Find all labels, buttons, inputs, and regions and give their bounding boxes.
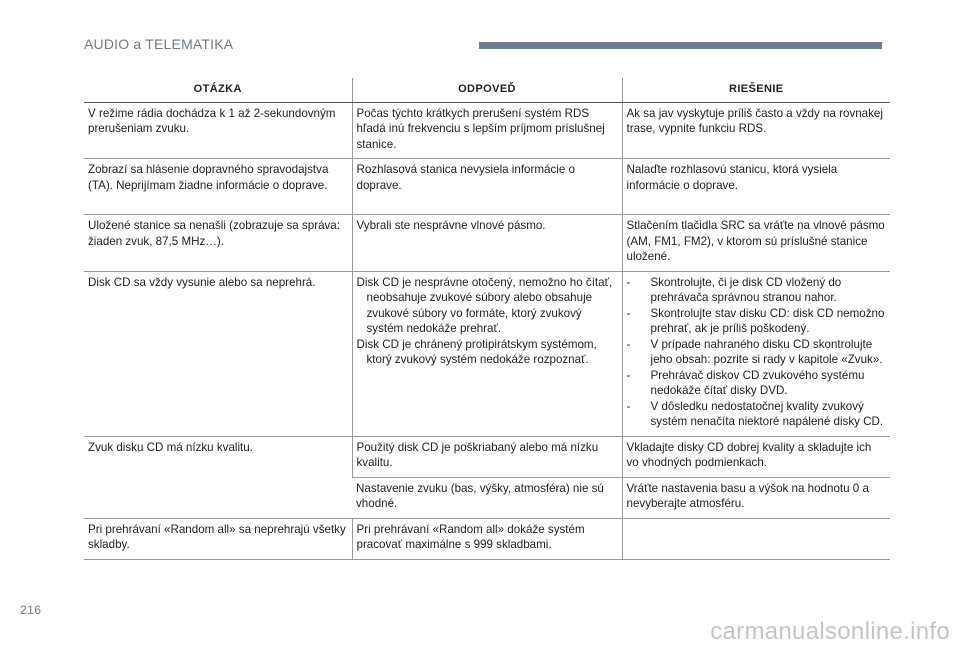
table-row — [84, 159, 890, 215]
column-header-solution: RIEŠENIE — [622, 78, 890, 102]
table-row — [84, 271, 890, 436]
question-cell: Disk CD sa vždy vysunie alebo sa neprehrá. — [84, 271, 352, 436]
solution-cell: Ak sa jav vyskytuje príliš často a vždy na rovnakej trase, vypnite funkciu RDS. — [622, 102, 890, 159]
solution-item: - V prípade nahraného disku CD skontrolujte jeho obsah: pozrite si rady v kapitole «Zvuk». — [627, 337, 886, 368]
answer-paragraph: Disk CD je chránený protipirátskym systémom, ktorý zvukový systém nedokáže rozpoznať. — [356, 337, 597, 366]
answer-cell: Použitý disk CD je poškriabaný alebo má nízku kvalitu. — [352, 436, 622, 477]
question-cell: Zobrazí sa hlásenie dopravného spravodajstva (TA). Neprijímam žiadne informácie o doprave. — [84, 159, 352, 215]
section-title: AUDIO a TELEMATIKA — [84, 36, 234, 52]
table-header-row — [84, 78, 890, 102]
question-cell: Zvuk disku CD má nízku kvalitu. — [84, 436, 352, 518]
answer-cell: Vybrali ste nesprávne vlnové pásmo. — [352, 215, 622, 272]
column-header-question: OTÁZKA — [84, 78, 352, 102]
answer-paragraph: Disk CD je nesprávne otočený, nemožno ho čítať, neobsahuje zvukové súbory alebo obsahuje zvukové súbory vo formáte, ktorý zvukový systém nedokáže prehrať. — [356, 275, 613, 335]
question-cell: V režime rádia dochádza k 1 až 2-sekundovným prerušeniam zvuku. — [84, 102, 352, 159]
answer-cell: Nastavenie zvuku (bas, výšky, atmosféra) nie sú vhodné. — [352, 477, 622, 518]
troubleshooting-table — [84, 78, 890, 560]
answer-cell: Počas týchto krátkych prerušení systém RDS hľadá inú frekvenciu s lepším príjmom príslušnej stanice. — [352, 102, 622, 159]
solution-item: - Prehrávač diskov CD zvukového systému nedokáže čítať disky DVD. — [627, 368, 886, 399]
answer-cell: Rozhlasová stanica nevysiela informácie o doprave. — [352, 159, 622, 215]
solution-cell: Vkladajte disky CD dobrej kvality a skladujte ich vo vhodných podmienkach. — [622, 436, 890, 477]
answer-cell: Pri prehrávaní «Random all» dokáže systém pracovať maximálne s 999 skladbami. — [352, 518, 622, 559]
solution-cell: Vráťte nastavenia basu a výšok na hodnotu 0 a nevyberajte atmosféru. — [622, 477, 890, 518]
solution-cell: Stlačením tlačidla SRC sa vráťte na vlnové pásmo (AM, FM1, FM2), v ktorom sú príslušné stanice uložené. — [622, 215, 890, 272]
column-header-answer: ODPOVEĎ — [352, 78, 622, 102]
page-number: 216 — [20, 603, 42, 617]
header-bar — [479, 42, 882, 49]
table-row — [84, 518, 890, 559]
solution-item: - V dôsledku nedostatočnej kvality zvukový systém nenačíta niektoré napálené disky CD. — [627, 399, 886, 430]
solution-cell — [622, 518, 890, 559]
solution-cell — [622, 271, 890, 436]
solution-item: - Skontrolujte, či je disk CD vložený do prehrávača správnou stranou nahor. — [627, 275, 886, 306]
table-row — [84, 102, 890, 159]
table-row — [84, 215, 890, 272]
solution-item: - Skontrolujte stav disku CD: disk CD nemožno prehrať, ak je príliš poškodený. — [627, 306, 886, 337]
solution-cell: Nalaďte rozhlasovú stanicu, ktorá vysiela informácie o doprave. — [622, 159, 890, 215]
table-row — [84, 436, 890, 477]
answer-cell — [352, 271, 622, 436]
watermark: carmanualsonline.info — [710, 618, 950, 645]
question-cell: Uložené stanice sa nenašli (zobrazuje sa správa: žiaden zvuk, 87,5 MHz…). — [84, 215, 352, 272]
solution-list — [627, 275, 886, 430]
question-cell: Pri prehrávaní «Random all» sa neprehrajú všetky skladby. — [84, 518, 352, 559]
